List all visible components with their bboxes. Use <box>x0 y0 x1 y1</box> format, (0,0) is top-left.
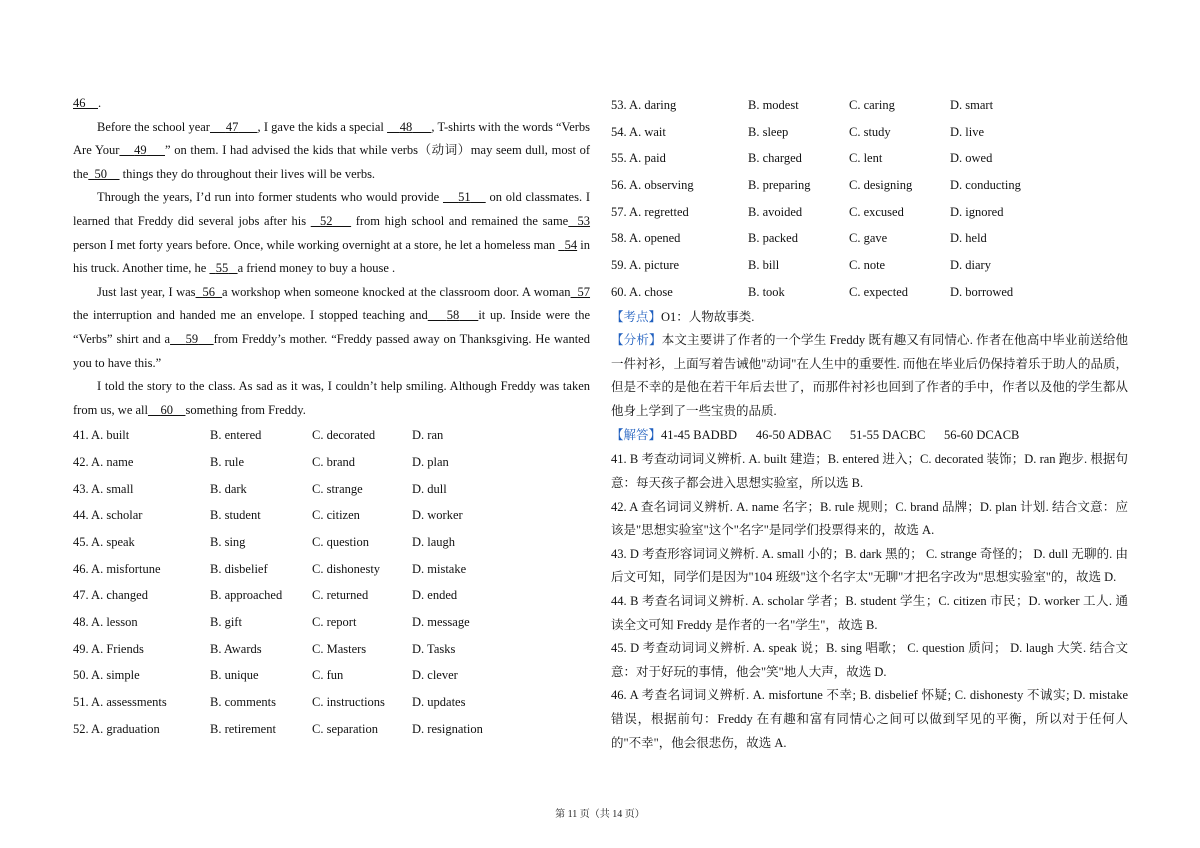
option-d: D. owed <box>950 151 993 166</box>
option-c: C. separation <box>312 721 378 736</box>
option-row <box>73 582 590 609</box>
option-c: C. question <box>312 534 369 549</box>
option-d: D. ended <box>412 588 458 603</box>
blank-58: 58 <box>446 308 460 323</box>
option-row <box>73 663 590 690</box>
option-c: C. fun <box>312 668 344 683</box>
option-row <box>73 556 590 583</box>
option-a: 57. A. regretted <box>611 204 689 219</box>
option-a: 48. A. lesson <box>73 614 138 629</box>
option-row <box>611 145 1128 172</box>
blank-56: 56 <box>202 284 216 299</box>
passage-paragraph-1: Before the school year 47 , I gave the kids a special 48 , T-shirts with the words “Verbs Are Your 49 ” on them. I had advised the kids that while verbs（动词）may seem dull, most of the 50 things they do throughout their lives will be verbs. <box>73 119 591 181</box>
option-c: C. strange <box>312 481 363 496</box>
blank-49: 49 <box>134 143 147 158</box>
option-c: C. designing <box>849 177 913 192</box>
option-b: B. Awards <box>210 641 262 656</box>
option-d: D. Tasks <box>412 641 456 656</box>
option-c: C. lent <box>849 151 883 166</box>
option-c: C. report <box>312 614 357 629</box>
option-row <box>73 449 590 476</box>
option-d: D. borrowed <box>950 284 1014 299</box>
option-row <box>611 92 1128 119</box>
option-a: 52. A. graduation <box>73 721 160 736</box>
option-c: C. instructions <box>312 695 385 710</box>
explanation-46: 46. A 考查名词词义辨析. A. misfortune 不幸; B. disbelief 怀疑; C. dishonesty 不诚实; D. mistake 错误，根据前句：Freddy 在有趣和富有同情心之间可以做到罕见的平衡，所以对于任何人的"不幸"，他会很悲伤，故选 A. <box>611 688 1128 750</box>
option-a: 54. A. wait <box>611 124 666 139</box>
options-list-right <box>611 92 1128 306</box>
blank-47: 47 <box>225 119 239 134</box>
option-d: D. ran <box>412 428 444 443</box>
option-row <box>611 199 1128 226</box>
option-c: C. study <box>849 124 891 139</box>
option-b: B. dark <box>210 481 247 496</box>
option-b: B. modest <box>748 97 799 112</box>
option-a: 44. A. scholar <box>73 508 143 523</box>
option-a: 45. A. speak <box>73 534 135 549</box>
option-c: C. expected <box>849 284 909 299</box>
explanation-43: 43. D 考查形容词词义辨析. A. small 小的；B. dark 黑的； C. strange 奇怪的； D. dull 无聊的. 由后文可知，同学们是因为"104 班级"这个名字太"无聊"才把名字改为"思想实验室"的，故选 D. <box>611 546 1128 585</box>
option-b: B. took <box>748 284 785 299</box>
option-a: 41. A. built <box>73 428 130 443</box>
jieda-group-2: 46-50 ADBAC <box>755 428 832 443</box>
blank-57: 57 <box>577 284 591 299</box>
option-row <box>611 252 1128 279</box>
blank-60: 60 <box>160 402 173 417</box>
option-c: C. returned <box>312 588 369 603</box>
option-a: 46. A. misfortune <box>73 561 161 576</box>
explanation-41: 41. B 考查动词词义辨析. A. built 建造；B. entered 进入；C. decorated 装饰；D. ran 跑步. 根据句意：每天孩子都会进入思想实验室，所以选 B. <box>611 452 1128 491</box>
kaodian-section <box>611 306 1128 330</box>
option-d: D. message <box>412 614 470 629</box>
blank-51: 51 <box>458 190 471 205</box>
option-d: D. resignation <box>412 721 483 736</box>
option-a: 53. A. daring <box>611 97 677 112</box>
explanation-45: 45. D 考查动词词义辨析. A. speak 说；B. sing 唱歌； C. question 质问； D. laugh 大笑. 结合文意：对于好玩的事情，他会"笑"地人大声，故选 D. <box>611 641 1128 679</box>
option-a: 51. A. assessments <box>73 695 167 710</box>
blank-53: 53 <box>577 213 591 228</box>
option-row <box>73 529 590 556</box>
option-c: C. gave <box>849 231 888 246</box>
blank-46: 46 <box>73 96 86 110</box>
option-a: 50. A. simple <box>73 668 140 683</box>
option-row <box>73 716 590 743</box>
option-a: 55. A. paid <box>611 151 666 166</box>
right-column <box>611 92 1128 755</box>
option-b: B. unique <box>210 668 259 683</box>
fenxi-section <box>611 329 1128 423</box>
option-d: D. held <box>950 231 987 246</box>
option-b: B. gift <box>210 614 242 629</box>
left-column <box>73 92 590 743</box>
option-a: 42. A. name <box>73 454 134 469</box>
explanation-44: 44. B 考查名词词义辨析. A. scholar 学者；B. student 学生；C. citizen 市民；D. worker 工人. 通读全文可知 Freddy 是作者的一名"学生"，故选 B. <box>611 594 1128 632</box>
option-d: D. updates <box>412 695 466 710</box>
option-row <box>73 502 590 529</box>
option-b: B. retirement <box>210 721 276 736</box>
option-c: C. Masters <box>312 641 367 656</box>
option-c: C. brand <box>312 454 356 469</box>
option-c: C. decorated <box>312 428 376 443</box>
option-c: C. dishonesty <box>312 561 381 576</box>
option-row <box>73 476 590 503</box>
option-b: B. sing <box>210 534 246 549</box>
fenxi-text: 本文主要讲了作者的一个学生 Freddy 既有趣又有同情心. 作者在他高中毕业前送给他一件衬衫，上面写着告诫他"动词"在人生中的重要性. 而他在毕业后仍保持着乐于助人的品质，但是不幸的是他在若干年后去世了，而那件衬衫也回到了作者的手中，作者以及他的学生都从他身上学到了一些宝贵的品质. <box>611 333 1128 418</box>
option-b: B. entered <box>210 428 262 443</box>
option-b: B. bill <box>748 257 780 272</box>
option-b: B. preparing <box>748 177 811 192</box>
passage-paragraph-3: Just last year, I was 56 a workshop when someone knocked at the classroom door. A woman 57 the interruption and handed me an envelope. I stopped teaching and 58 it up. Inside were the “Verbs” shirt and a 59 from Freddy’s mother. “Freddy passed away on Thanksgiving. He wanted you to have this.” <box>73 284 591 370</box>
kaodian-text: O1：人物故事类. <box>661 309 755 324</box>
blank-55: 55 <box>215 261 229 276</box>
option-b: B. approached <box>210 588 283 603</box>
option-row <box>611 279 1128 306</box>
option-b: B. student <box>210 508 261 523</box>
kaodian-tag: 【考点】 <box>611 309 662 324</box>
jieda-group-3: 51-55 DACBC <box>849 428 926 443</box>
blank-50: 50 <box>94 166 108 181</box>
option-d: D. diary <box>950 257 991 272</box>
jieda-group-4: 56-60 DCACB <box>944 428 1020 443</box>
option-d: D. plan <box>412 454 449 469</box>
option-b: B. charged <box>748 151 802 166</box>
option-row <box>73 689 590 716</box>
option-c: C. citizen <box>312 508 360 523</box>
option-row <box>611 172 1128 199</box>
option-d: D. smart <box>950 97 994 112</box>
option-row <box>611 225 1128 252</box>
options-list-left <box>73 422 590 742</box>
option-b: B. packed <box>748 231 798 246</box>
option-a: 47. A. changed <box>73 588 148 603</box>
passage-paragraph-4: I told the story to the class. As sad as it was, I couldn’t help smiling. Although Freddy was taken from us, we all 60 something from Freddy. <box>73 379 590 417</box>
option-d: D. conducting <box>950 177 1021 192</box>
option-a: 60. A. chose <box>611 284 673 299</box>
option-row <box>611 119 1128 146</box>
option-b: B. sleep <box>748 124 789 139</box>
option-c: C. note <box>849 257 886 272</box>
option-d: D. live <box>950 124 985 139</box>
explanation-42: 42. A 查名词词义辨析. A. name 名字；B. rule 规则；C. brand 品牌；D. plan 计划. 结合文意：应该是"思想实验室"这个"名字"是同学们投票得来的，故选 A. <box>611 499 1128 538</box>
option-a: 43. A. small <box>73 481 134 496</box>
option-b: B. rule <box>210 454 245 469</box>
option-d: D. worker <box>412 508 463 523</box>
blank-54: 54 <box>564 237 578 252</box>
option-d: D. ignored <box>950 204 1004 219</box>
blank-59: 59 <box>185 331 199 346</box>
option-row <box>73 636 590 663</box>
jieda-tag: 【解答】 <box>611 428 662 443</box>
option-row <box>73 609 590 636</box>
page-footer: 第 11 页（共 14 页） <box>555 809 645 820</box>
option-row <box>73 422 590 449</box>
option-d: D. mistake <box>412 561 467 576</box>
passage-line-46: 46 . <box>73 96 102 110</box>
option-c: C. excused <box>849 204 904 219</box>
option-d: D. clever <box>412 668 458 683</box>
passage-paragraph-2: Through the years, I’d run into former students who would provide 51 on old classmates. I learned that Freddy did several jobs after his 52 from high school and remained the same 53 person I met forty years before. Once, while working overnight at a store, he let a homeless man 54 in his truck. Another time, he 55 a friend money to buy a house . <box>73 190 591 276</box>
option-b: B. disbelief <box>210 561 268 576</box>
option-c: C. caring <box>849 97 895 112</box>
fenxi-tag: 【分析】 <box>611 333 662 348</box>
option-a: 49. A. Friends <box>73 641 144 656</box>
jieda-section <box>611 423 1128 448</box>
option-d: D. laugh <box>412 534 456 549</box>
option-b: B. comments <box>210 695 276 710</box>
option-a: 58. A. opened <box>611 231 681 246</box>
option-a: 56. A. observing <box>611 177 694 192</box>
option-a: 59. A. picture <box>611 257 680 272</box>
blank-52: 52 <box>320 213 333 228</box>
blank-48: 48 <box>399 119 413 134</box>
option-b: B. avoided <box>748 204 803 219</box>
option-d: D. dull <box>412 481 447 496</box>
jieda-group-1: 41-45 BADBD <box>661 428 738 443</box>
